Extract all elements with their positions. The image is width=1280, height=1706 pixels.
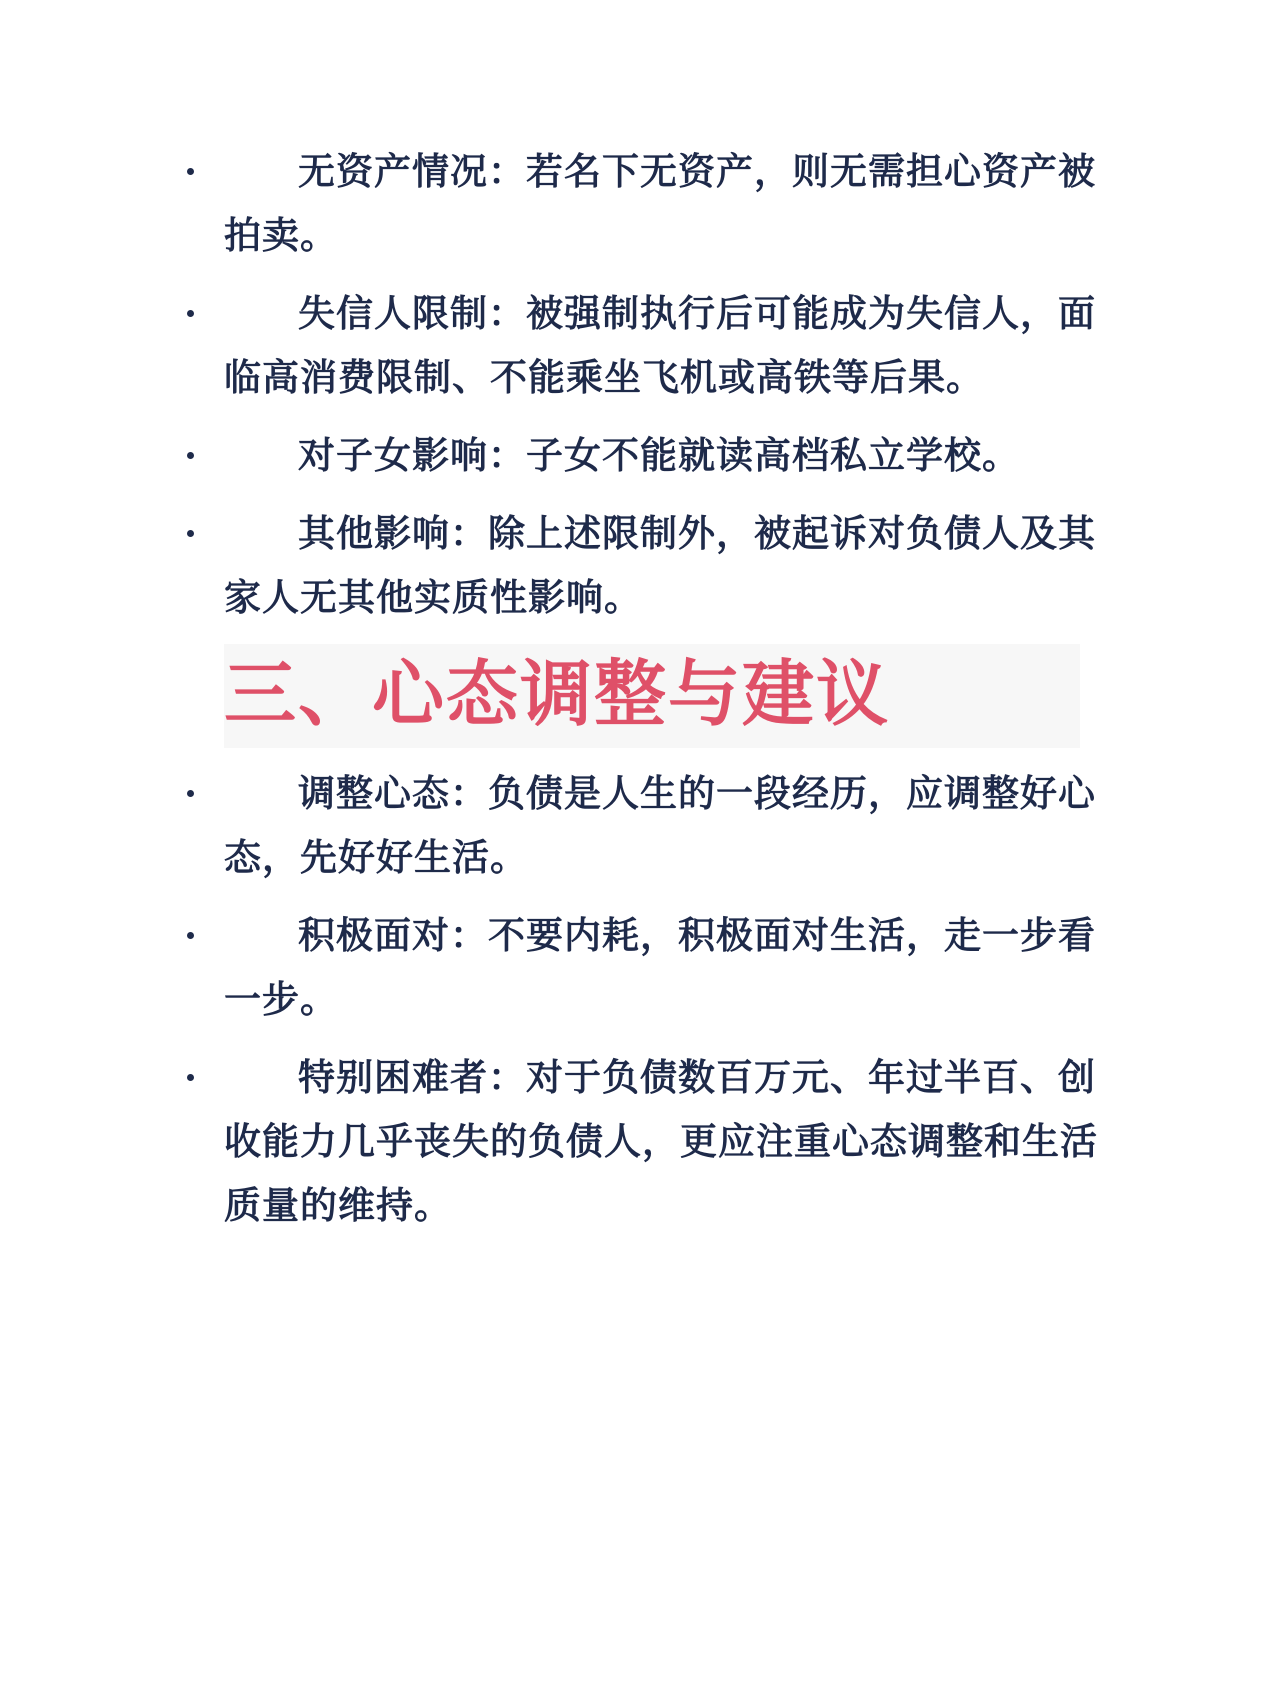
list-item-text: 无资产情况：若名下无资产，则无需担心资产被拍卖。: [224, 150, 1096, 257]
list-item-adjust-mindset: [180, 762, 1100, 890]
list-item-text: 对子女影响：子女不能就读高档私立学校。: [298, 434, 1020, 477]
list-item-no-assets: [180, 140, 1100, 268]
list-item-text: 其他影响：除上述限制外，被起诉对负债人及其家人无其他实质性影响。: [224, 512, 1096, 619]
list-item-text: 失信人限制：被强制执行后可能成为失信人，面临高消费限制、不能乘坐飞机或高铁等后果。: [224, 292, 1096, 399]
bullet-icon: [187, 790, 194, 797]
list-item-other-impact: [180, 502, 1100, 630]
consequence-list: [180, 140, 1100, 630]
advice-list: [180, 762, 1100, 1238]
list-item-dishonest-debtor: [180, 282, 1100, 410]
bullet-icon: [187, 932, 194, 939]
list-item-text: 调整心态：负债是人生的一段经历，应调整好心态，先好好生活。: [224, 772, 1096, 879]
list-item-text: 特别困难者：对于负债数百万元、年过半百、创收能力几乎丧失的负债人，更应注重心态调整和生活质量的维持。: [224, 1056, 1098, 1227]
list-item-special-hardship: [180, 1046, 1100, 1238]
section-heading: 三、心态调整与建议: [224, 644, 1080, 748]
bullet-icon: [187, 1074, 194, 1081]
bullet-icon: [187, 168, 194, 175]
list-item-text: 积极面对：不要内耗，积极面对生活，走一步看一步。: [224, 914, 1096, 1021]
document-content: [180, 140, 1100, 1252]
bullet-icon: [187, 310, 194, 317]
list-item-children-impact: [180, 424, 1100, 488]
bullet-icon: [187, 530, 194, 537]
list-item-face-positively: [180, 904, 1100, 1032]
bullet-icon: [187, 452, 194, 459]
